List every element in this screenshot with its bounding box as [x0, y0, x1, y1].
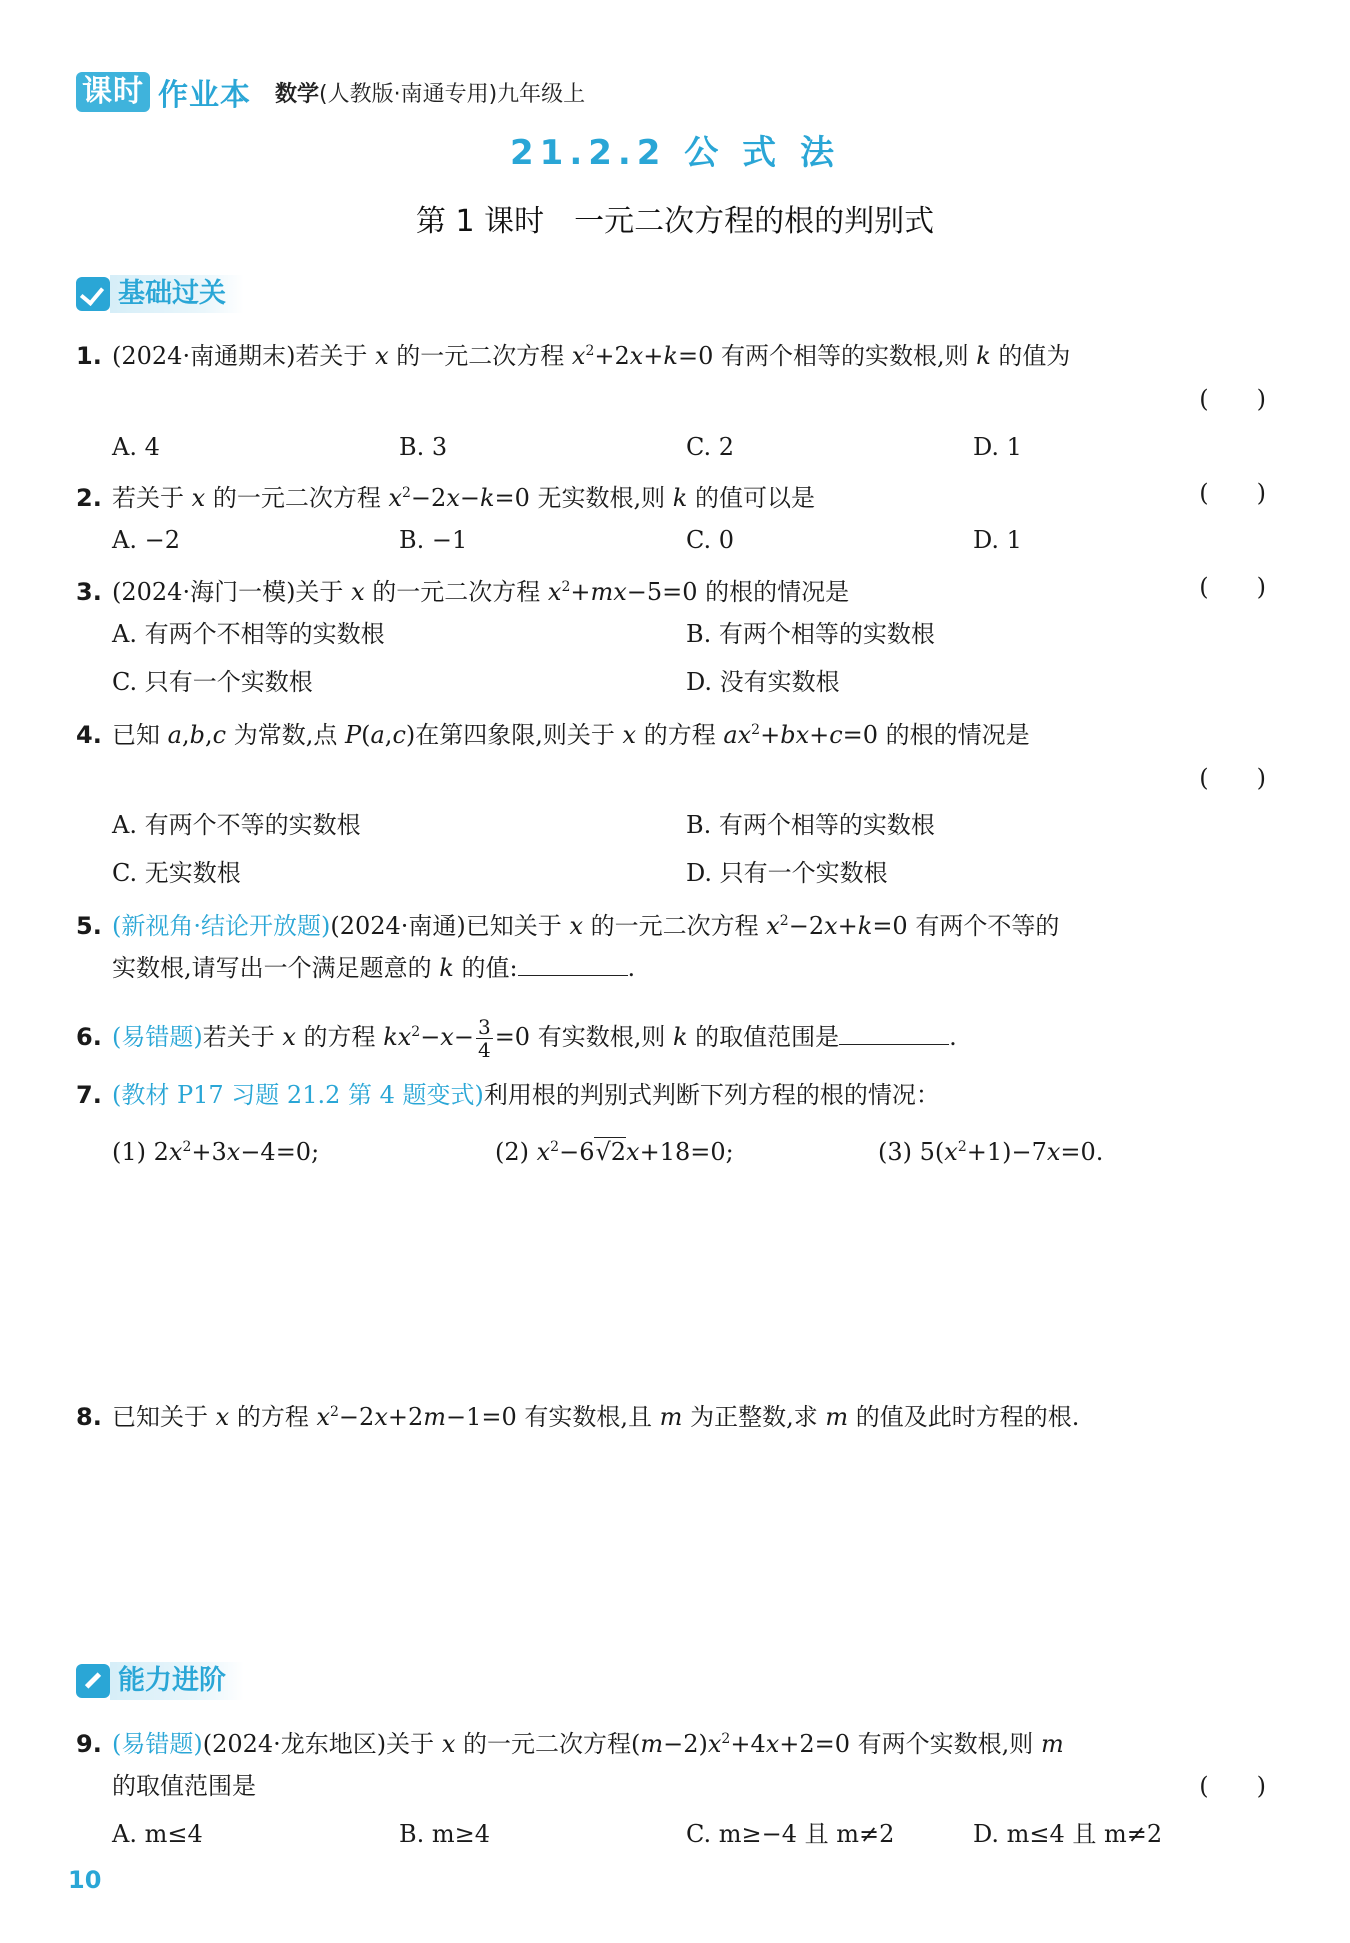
- subject-bold: 数学: [275, 81, 320, 107]
- question-tag: (易错题): [112, 1730, 203, 1758]
- question-source: (2024·龙东地区)关于: [202, 1730, 435, 1758]
- subject-label: [275, 77, 585, 108]
- question-source: (2024·南通期末)若关于: [112, 342, 368, 370]
- fraction-3-4: $\frac{3}{4}$: [477, 1015, 491, 1062]
- question-number: 3.: [76, 578, 102, 606]
- checkbox-icon: [76, 277, 110, 311]
- question-number: 9.: [76, 1730, 102, 1758]
- question-number: 2.: [76, 484, 102, 512]
- option-b: B. 3: [399, 433, 448, 461]
- question-number: 8.: [76, 1403, 102, 1431]
- brand-rest: 作业本: [158, 78, 251, 113]
- question-9-line2: [112, 1769, 1266, 1803]
- subject-rest: (人教版·南通专用)九年级上: [319, 81, 586, 107]
- question-number: 7.: [76, 1081, 102, 1109]
- option-a: A. 有两个不等的实数根: [112, 811, 361, 839]
- answer-paren: ( ): [1199, 573, 1266, 601]
- option-d: D. 只有一个实数根: [686, 859, 888, 887]
- option-a: A. −2: [112, 526, 180, 554]
- question-7: [76, 1078, 1266, 1112]
- option-d: D. m≤4 且 m≠2: [973, 1820, 1163, 1848]
- option-a: A. 有两个不相等的实数根: [112, 620, 385, 648]
- brand-highlight: 课时: [76, 72, 150, 112]
- answer-paren: ( ): [1199, 479, 1266, 507]
- question-number: 1.: [76, 342, 102, 370]
- option-d: D. 1: [973, 433, 1022, 461]
- question-number: 4.: [76, 721, 102, 749]
- question-tag: (新视角·结论开放题): [112, 912, 331, 940]
- option-d: D. 没有实数根: [686, 668, 840, 696]
- question-2: 2. 若关于 x 的一元二次方程 $x^2-2x-k=0$ 无实数根,则 k 的值可以是 ( ): [76, 476, 1266, 515]
- banner-basic: [76, 275, 244, 313]
- subpart-3: (3) $5(x^2+1)-7x=0$.: [878, 1138, 1104, 1166]
- banner-advanced-label: 能力进阶: [110, 1662, 244, 1700]
- subpart-1: (1) $2x^2+3x-4=0$;: [112, 1138, 320, 1166]
- answer-paren: ( ): [1199, 764, 1266, 792]
- question-source: (2024·南通)已知关于: [330, 912, 562, 940]
- question-8: 8. 已知关于 x 的方程 $x^2-2x+2m-1=0$ 有实数根,且 m 为正整数,求 m 的值及此时方程的根.: [76, 1395, 1266, 1434]
- page-number: 10: [68, 1866, 102, 1894]
- answer-paren: ( ): [1199, 1772, 1266, 1800]
- option-c: C. m≥−4 且 m≠2: [686, 1820, 895, 1848]
- option-c: C. 0: [686, 526, 735, 554]
- question-1: 1. (2024·南通期末)若关于 x 的一元二次方程 $x^2+2x+k=0$ 有两个相等的实数根,则 k 的值为: [76, 334, 1266, 373]
- option-a: A. m≤4: [112, 1820, 203, 1848]
- section-title: 21.2.2 公 式 法: [510, 133, 840, 173]
- question-number: 5.: [76, 912, 102, 940]
- answer-blank[interactable]: [518, 951, 628, 976]
- option-b: B. 有两个相等的实数根: [686, 620, 935, 648]
- question-5-line2: 实数根,请写出一个满足题意的 k 的值: .: [112, 951, 1302, 985]
- subpart-2: (2) $x^2-6√2x+18=0$;: [495, 1138, 734, 1166]
- option-a: A. 4: [112, 433, 160, 461]
- option-b: B. −1: [399, 526, 468, 554]
- question-9: 9. (易错题)(2024·龙东地区)关于 x 的一元二次方程$(m-2)x^2+4x+2=0$ 有两个实数根,则 m: [76, 1722, 1266, 1761]
- question-number: 6.: [76, 1023, 102, 1051]
- question-3: 3. (2024·海门一模)关于 x 的一元二次方程 $x^2+mx-5=0$ 的根的情况是 ( ): [76, 570, 1266, 609]
- question-text: 利用根的判别式判断下列方程的根的情况：: [483, 1081, 940, 1109]
- option-d: D. 1: [973, 526, 1022, 554]
- question-source: (2024·海门一模)关于: [112, 578, 344, 606]
- banner-advanced: [76, 1662, 244, 1700]
- option-c: C. 2: [686, 433, 735, 461]
- question-tag: (易错题): [112, 1023, 203, 1051]
- option-b: B. m≥4: [399, 1820, 491, 1848]
- answer-paren: ( ): [1199, 385, 1266, 413]
- page-header: [76, 70, 585, 114]
- question-4: 4. 已知 a,b,c 为常数,点 P(a,c)在第四象限,则关于 x 的方程 $ax^2+bx+c=0$ 的根的情况是: [76, 713, 1266, 752]
- question-text: 的取值范围是: [112, 1772, 256, 1800]
- option-c: C. 只有一个实数根: [112, 668, 313, 696]
- option-c: C. 无实数根: [112, 859, 241, 887]
- answer-blank[interactable]: [839, 1020, 949, 1045]
- banner-basic-label: 基础过关: [110, 275, 244, 313]
- brand-logo: [76, 72, 251, 112]
- lesson-title: 第 1 课时 一元二次方程的根的判别式: [415, 204, 935, 239]
- question-6: 6. (易错题)若关于 x 的方程 $kx^2-x-$ $\frac{3}{4}$ =0 有实数根,则 k 的取值范围是 .: [76, 1015, 957, 1062]
- question-tag: (教材 P17 习题 21.2 第 4 题变式): [112, 1081, 484, 1109]
- question-5: 5. (新视角·结论开放题)(2024·南通)已知关于 x 的一元二次方程 $x^2-2x+k=0$ 有两个不等的: [76, 904, 1266, 943]
- option-b: B. 有两个相等的实数根: [686, 811, 935, 839]
- pencil-icon: [76, 1664, 110, 1698]
